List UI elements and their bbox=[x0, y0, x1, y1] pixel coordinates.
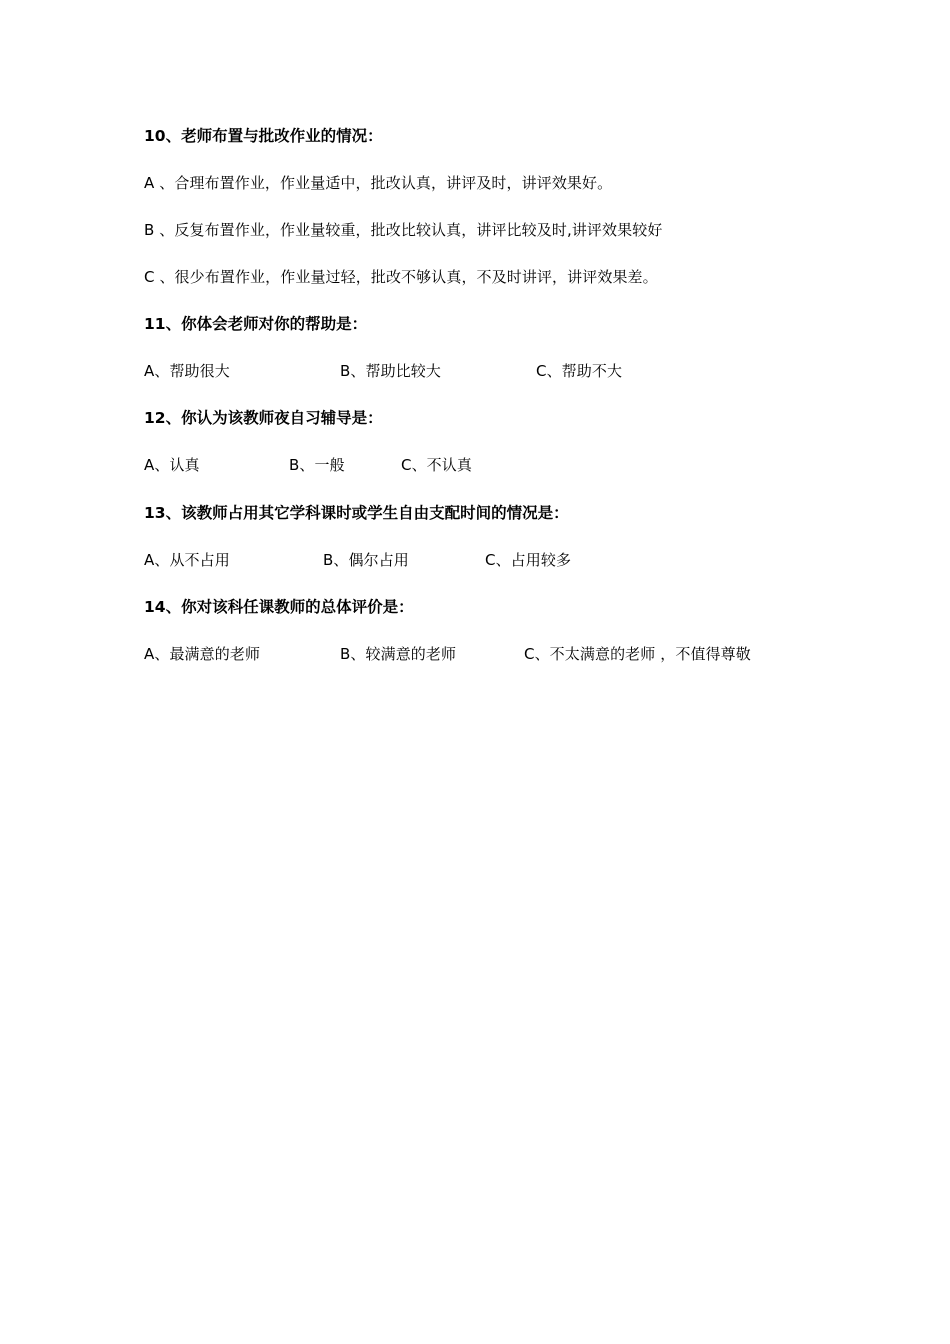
question-11-option-c: C、帮助不大 bbox=[536, 362, 623, 380]
question-12-option-a: A、认真 bbox=[144, 456, 200, 474]
question-14-option-a: A、最满意的老师 bbox=[144, 645, 261, 663]
question-10-option-a: A 、合理布置作业，作业量适中，批改认真，讲评及时，讲评效果好。 bbox=[144, 174, 613, 192]
question-12-option-c: C、不认真 bbox=[401, 456, 472, 474]
question-11-option-b: B、帮助比较大 bbox=[340, 362, 441, 380]
question-13-title: 13、该教师占用其它学科课时或学生自由支配时间的情况是： bbox=[144, 504, 569, 522]
question-11-option-a: A、帮助很大 bbox=[144, 362, 230, 380]
question-14-title: 14、你对该科任课教师的总体评价是： bbox=[144, 598, 414, 616]
question-11-title: 11、你体会老师对你的帮助是： bbox=[144, 315, 368, 333]
question-12-title: 12、你认为该教师夜自习辅导是： bbox=[144, 409, 383, 427]
question-12-option-b: B、一般 bbox=[289, 456, 345, 474]
question-13-option-a: A、从不占用 bbox=[144, 551, 230, 569]
question-10-option-b: B 、反复布置作业，作业量较重，批改比较认真，讲评比较及时,讲评效果较好 bbox=[144, 221, 663, 239]
question-13-option-b: B、偶尔占用 bbox=[323, 551, 409, 569]
question-14-option-c: C、不太满意的老师 ，不值得尊敬 bbox=[524, 645, 751, 663]
question-13-option-c: C、占用较多 bbox=[485, 551, 572, 569]
question-10-option-c: C 、很少布置作业，作业量过轻，批改不够认真，不及时讲评，讲评效果差。 bbox=[144, 268, 658, 286]
question-14-option-b: B、较满意的老师 bbox=[340, 645, 457, 663]
question-10-title: 10、老师布置与批改作业的情况： bbox=[144, 127, 383, 145]
